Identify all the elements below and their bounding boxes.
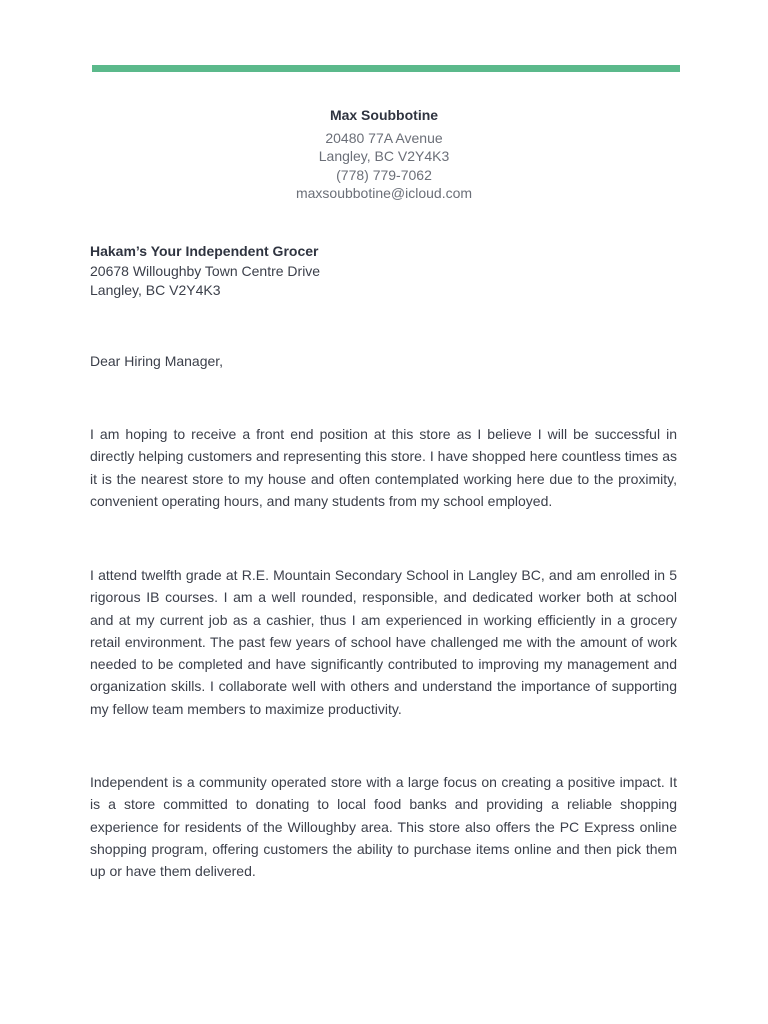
body-paragraph-3: Independent is a community operated store with a large focus on creating a positive impact. It is a store committed to donating to local food banks and providing a reliable shopping experience for residents of the Willoughby area. This store also offers the PC Express online shopping program, offering customers the ability to purchase items online and then pick them up or have them delivered.	[90, 774, 677, 880]
sender-email: maxsoubbotine@icloud.com	[295, 185, 473, 201]
sender-address-line1: 20480 77A Avenue	[325, 129, 443, 146]
sender-phone: (778) 779-7062	[336, 166, 432, 183]
sender-name: Max Soubbotine	[329, 107, 439, 123]
body-paragraph-2: I attend twelfth grade at R.E. Mountain Secondary School in Langley BC, and am enrolled in 5 rigorous IB courses. I am a well rounded, responsible, and dedicated worker both at school and at my current job as a cashier, thus I am experienced in working efficiently in a grocery retail environment. The past few years of school have challenged me with the amount of work needed to be completed and have significantly contributed to improving my management and organization skills. I collaborate well with others and understand the importance of supporting my fellow team members to maximize productivity.	[90, 567, 677, 717]
recipient-name: Hakam’s Your Independent Grocer	[90, 243, 319, 259]
header-accent-bar	[92, 65, 680, 72]
body-paragraph-1: I am hoping to receive a front end position at this store as I believe I will be successful in directly helping customers and representing this store. I have shopped here countless times as it is the nearest store to my house and often contemplated working here due to the proximity, convenient operating hours, and many students from my school employed.	[90, 426, 677, 509]
recipient-block	[90, 242, 320, 301]
sender-block	[0, 106, 768, 203]
recipient-address-line2: Langley, BC V2Y4K3	[90, 282, 221, 298]
sender-address-line2: Langley, BC V2Y4K3	[318, 148, 450, 164]
recipient-address-line1: 20678 Willoughby Town Centre Drive	[90, 262, 321, 279]
salutation: Dear Hiring Manager,	[90, 353, 224, 369]
